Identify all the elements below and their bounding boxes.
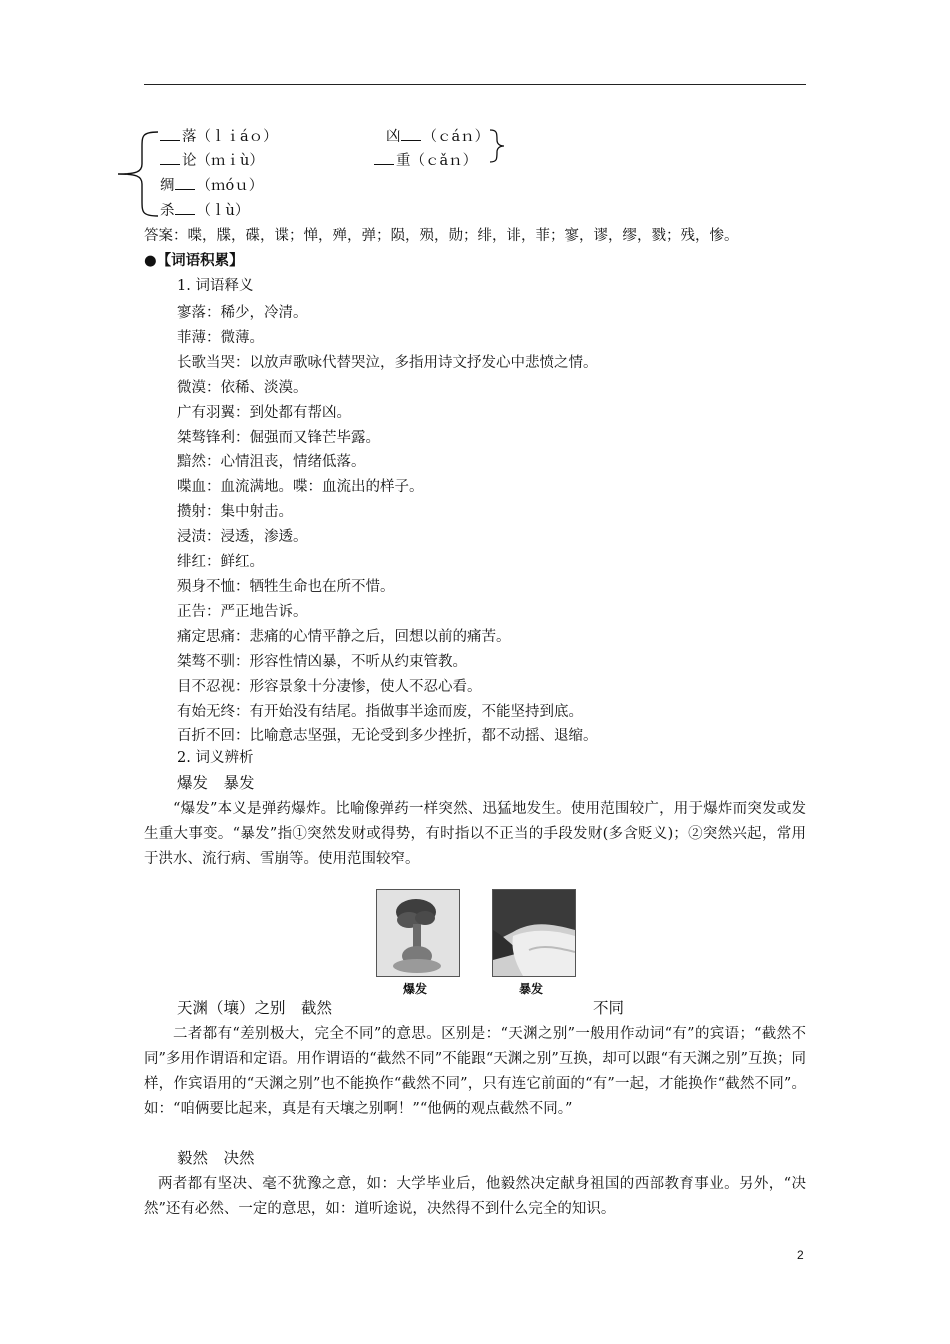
definition-list (177, 301, 806, 749)
definition-item: 绯红：鲜红。 (177, 554, 264, 571)
left-figure-caption: 爆发 (403, 982, 428, 996)
pair1-text: “爆发”本义是弹药爆炸。比喻像弹药一样突然、迅猛地发生。使用范围较广，用于爆炸而突发或发生重大事变。“暴发”指①突然发财或得势，有时指以不正当的手段发财(多含贬义)；②突然兴起，常用于洪水、流行病、雪崩等。使用范围较窄。 (144, 801, 806, 867)
definition-item: 黯然：心情沮丧，情绪低落。 (177, 454, 366, 471)
definition-item: 桀骜锋利：倔强而又锋芒毕露。 (177, 429, 380, 446)
pair2-title-right: 不同 (593, 999, 625, 1017)
definition-item: 广有羽翼：到处都有帮凶。 (177, 404, 351, 421)
left-brace (112, 128, 162, 220)
definition-item: 桀骜不驯：形容性情凶暴，不听从约束管教。 (177, 653, 467, 670)
exercise-item-5: 凶 （ｃáｎ） (386, 126, 489, 147)
definition-item: 寥落：稀少，冷清。 (177, 305, 308, 321)
definition-item: 百折不回：比喻意志坚强，无论受到多少挫折，都不动摇、退缩。 (177, 728, 598, 745)
definition-item: 长歌当哭：以放声歌咏代替哭泣，多指用诗文抒发心中悲愤之情。 (177, 354, 598, 371)
pair1-title: 爆发 暴发 (177, 774, 255, 792)
fill-blank[interactable] (401, 126, 421, 141)
definition-item: 微漠：依稀、淡漠。 (177, 379, 308, 396)
definition-item: 攒射：集中射击。 (177, 504, 293, 521)
definition-item: 有始无终：有开始没有结尾。指做事半途而废，不能坚持到底。 (177, 703, 583, 720)
header-rule (144, 84, 806, 85)
definition-item: 目不忍视：形容景象十分凄惨，使人不忍心看。 (177, 678, 482, 695)
exercise-item-1: 落（ｌｉáｏ） (160, 126, 278, 147)
eruption-image (376, 889, 460, 977)
definition-item: 喋血：血流满地。喋：血流出的样子。 (177, 479, 424, 496)
exercise-item-2: 论（ｍｉù） (160, 150, 264, 171)
definition-item: 菲薄：微薄。 (177, 329, 264, 346)
answer-line: 答案：喋，牒，碟，谍；惮，殚，弹；陨，殒，勋；绯，诽，菲；寥，谬，缪，戮；残，惨。 (144, 228, 739, 244)
right-figure-caption: 暴发 (519, 982, 544, 996)
pair3-text: 两者都有坚决、毫不犹豫之意，如：大学毕业后，他毅然决定献身祖国的西部教育事业。另外，“决然”还有必然、一定的意思，如：道听途说，决然得不到什么完全的知识。 (144, 1176, 806, 1217)
exercise-item-3: 绸 （ｍóｕ） (160, 175, 263, 196)
pair3-title: 毅然 决然 (177, 1149, 255, 1167)
fill-blank[interactable] (175, 200, 195, 215)
definition-item: 殒身不恤：牺牲生命也在所不惜。 (177, 578, 395, 595)
page-number: 2 (797, 1248, 804, 1262)
fill-blank[interactable] (374, 150, 394, 165)
definition-item: 痛定思痛：悲痛的心情平静之后，回想以前的痛苦。 (177, 628, 511, 645)
pair2-title-left: 天渊（壤）之别 截然 (177, 999, 333, 1017)
exercise-item-6: 重（ｃǎｎ） (374, 150, 477, 171)
sub-title-1: 1. 词语释义 (177, 278, 254, 294)
flood-image (492, 889, 576, 977)
sub-title-2: 2. 词义辨析 (177, 750, 254, 766)
fill-blank[interactable] (160, 150, 180, 165)
right-brace (488, 128, 506, 164)
definition-item: 正告：严正地告诉。 (177, 603, 308, 620)
pair2-text: 二者都有“差别极大，完全不同”的意思。区别是：“天渊之别”一般用作动词“有”的宾语；“截然不同”多用作谓语和定语。用作谓语的“截然不同”不能跟“天渊之别”互换，却可以跟“有天渊之别”互换；同样，作宾语用的“天渊之别”也不能换作“截然不同”，只有连它前面的“有”一起，才能换作“截然不同”。如：“咱俩要比起来，真是有天壤之别啊！”“他俩的观点截然不同。” (144, 1026, 806, 1117)
exercise-item-4: 杀 （ｌù） (160, 200, 249, 221)
section-title: ●【词语积累】 (144, 252, 244, 269)
definition-item: 浸渍：浸透，渗透。 (177, 529, 308, 546)
fill-blank[interactable] (160, 126, 180, 141)
fill-blank[interactable] (175, 175, 195, 190)
